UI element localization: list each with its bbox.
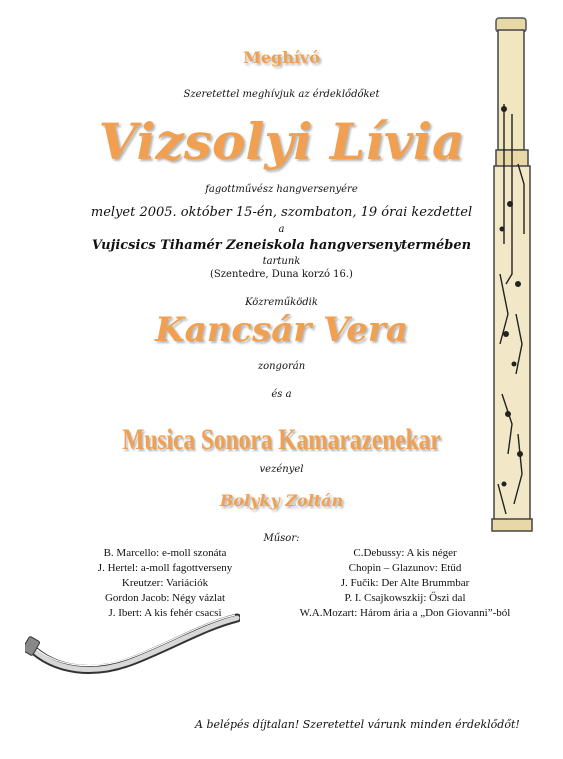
ensemble-name: Musica Sonora Kamarazenekar (122, 423, 441, 456)
program-item: J. Hertel: a-moll fagottverseny (97, 562, 233, 574)
tartunk-text: tartunk (262, 256, 301, 267)
program-item: P. I. Csajkowszkij: Őszi dal (344, 592, 466, 604)
soloist-name: Vizsolyi Lívia (98, 112, 465, 171)
program-item: Chopin – Glazunov: Etűd (348, 562, 462, 574)
es-a-text: és a (271, 389, 292, 400)
bocal-illustration (25, 612, 240, 687)
program-item: J. Ibert: A kis fehér csacsi (108, 607, 222, 619)
program-item: J. Fučik: Der Alte Brummbar (340, 577, 470, 589)
pianist-name: Kancsár Vera (155, 310, 408, 350)
footer-note: A belépés díjtalan! Szeretettel várunk minden érdeklődőt! (195, 718, 520, 731)
program-item: B. Marcello: e-moll szonáta (103, 547, 227, 559)
program-item: C.Debussy: A kis néger (353, 547, 457, 559)
program-item: Gordon Jacob: Négy vázlat (104, 592, 226, 604)
program-item: Kreutzer: Variációk (121, 577, 209, 589)
soloist-role: fagottművész hangversenyére (205, 184, 358, 195)
program-item: W.A.Mozart: Három ária a „Don Giovanni”-ból (299, 607, 511, 619)
kozremukodik-text: Közreműködik (245, 297, 318, 308)
conductor-name: Bolyky Zoltán (219, 491, 344, 510)
invitation-heading: Meghívó (243, 48, 320, 67)
vezenyel-text: vezényel (259, 464, 304, 475)
connector-a: a (278, 224, 285, 235)
date-line: melyet 2005. október 15-én, szombaton, 19 órai kezdettel (90, 205, 473, 220)
venue-address: (Szentedre, Duna korzó 16.) (210, 269, 353, 280)
greeting-text: Szeretettel meghívjuk az érdeklődőket (183, 89, 380, 100)
program-left-column (55, 546, 275, 621)
program-heading: Műsor: (263, 533, 300, 544)
venue: Vujicsics Tihamér Zeneiskola hangversenytermében (91, 238, 472, 253)
zongoran-text: zongorán (257, 361, 306, 372)
program-right-column (280, 546, 530, 621)
